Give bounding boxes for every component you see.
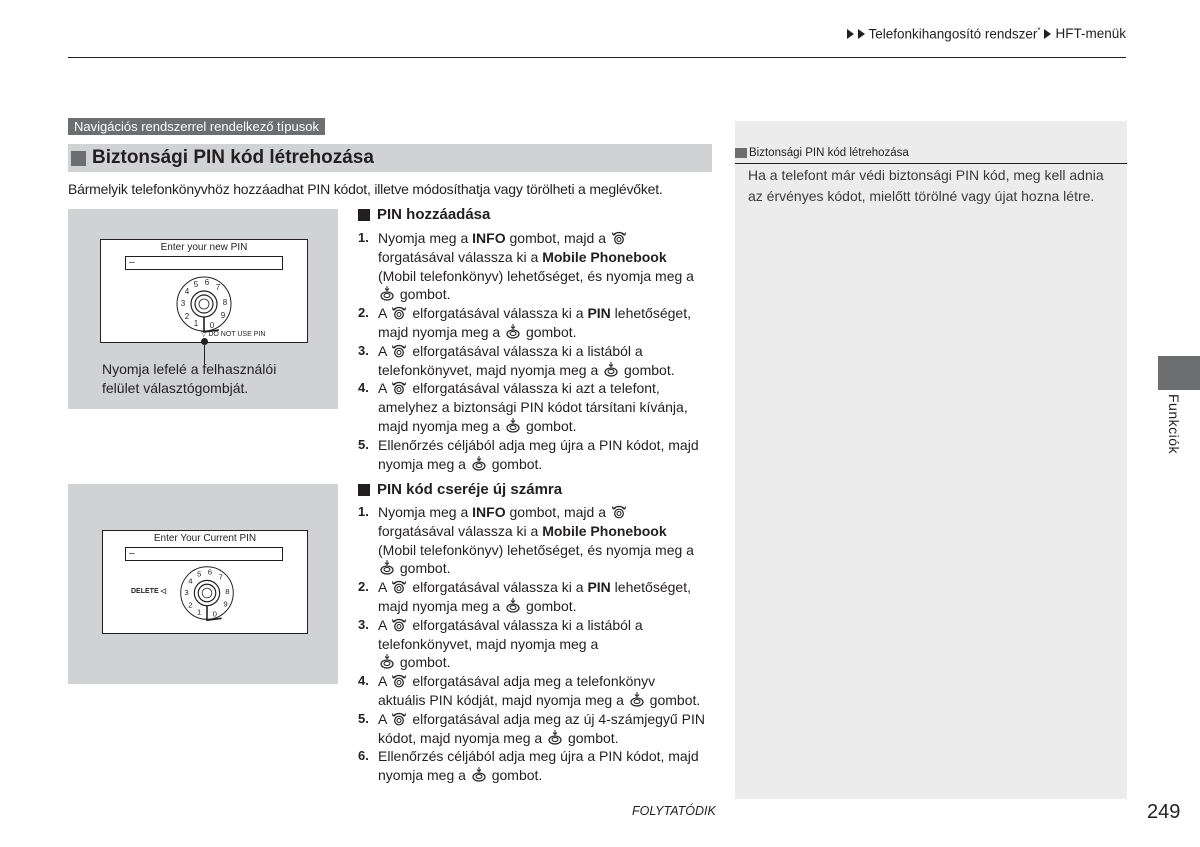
dial-digit: 2 bbox=[188, 600, 193, 610]
square-bullet-icon bbox=[71, 151, 86, 166]
pin-field: – bbox=[125, 256, 283, 270]
press-knob-icon bbox=[546, 730, 564, 745]
rotate-knob-icon bbox=[390, 380, 408, 395]
pin-field: – bbox=[125, 547, 283, 561]
page-number: 249 bbox=[1147, 801, 1181, 823]
rotary-dial-icon bbox=[167, 274, 241, 336]
dial-digit: 0 bbox=[212, 609, 217, 619]
list-item: 4. A elforgatásával válassza ki azt a telefont, amelyhez a biztonsági PIN kódot társítani kívánja, majd nyomja meg a gombot. bbox=[358, 380, 688, 434]
reference-mark-icon bbox=[735, 148, 747, 158]
press-knob-icon bbox=[602, 362, 620, 377]
press-knob-icon bbox=[504, 324, 522, 339]
continued-label: FOLYTATÓDIK bbox=[632, 804, 716, 818]
dial-digit: 1 bbox=[197, 607, 202, 617]
breadcrumb-item: HFT-menük bbox=[1055, 26, 1126, 42]
illustration-new-pin bbox=[68, 209, 338, 409]
chapter-tab bbox=[1158, 356, 1200, 390]
illustration-current-pin bbox=[68, 484, 338, 684]
list-item: 1. Nyomja meg a INFO gombot, majd a forgatásával válassza ki a Mobile Phonebook (Mobil telefonkönyv) lehetőséget, és nyomja meg a gombot. bbox=[358, 504, 694, 577]
side-note-panel bbox=[735, 121, 1127, 799]
dial-digit: 5 bbox=[197, 569, 202, 579]
list-item: 6. Ellenőrzés céljából adja meg újra a PIN kódot, majd nyomja meg a gombot. bbox=[358, 748, 699, 784]
press-knob-icon bbox=[378, 560, 396, 575]
press-knob-icon bbox=[628, 692, 646, 707]
dial-digit: 9 bbox=[223, 599, 228, 609]
triangle-arrow-icon bbox=[1044, 29, 1051, 39]
dial-digit: 5 bbox=[193, 280, 199, 289]
callout-text: Nyomja lefelé a felhasználói felület választógombját. bbox=[102, 361, 277, 396]
rotate-knob-icon bbox=[390, 305, 408, 320]
rotate-knob-icon bbox=[390, 617, 408, 632]
dial-digit: 3 bbox=[180, 299, 186, 308]
chapter-tab-label: Funkciók bbox=[1166, 394, 1182, 455]
dial-digit: 0 bbox=[209, 321, 215, 330]
press-knob-icon bbox=[504, 598, 522, 613]
delete-label: DELETE ◁ bbox=[131, 588, 166, 595]
display-screen bbox=[100, 239, 308, 343]
square-bullet-icon bbox=[358, 209, 370, 221]
dial-digit: 2 bbox=[184, 312, 190, 321]
press-knob-icon bbox=[378, 654, 396, 669]
rotate-knob-icon bbox=[390, 343, 408, 358]
section-heading: PIN hozzáadása bbox=[358, 206, 490, 223]
press-knob-icon bbox=[378, 286, 396, 301]
triangle-arrow-icon bbox=[858, 29, 865, 39]
list-item: 5. Ellenőrzés céljából adja meg újra a PIN kódot, majd nyomja meg a gombot. bbox=[358, 436, 699, 472]
press-knob-icon bbox=[504, 418, 522, 433]
list-item: 3. A elforgatásával válassza ki a listából a telefonkönyvet, majd nyomja meg a gombot. bbox=[358, 616, 643, 671]
rotate-knob-icon bbox=[390, 673, 408, 688]
breadcrumb bbox=[847, 26, 1127, 42]
screen-title: Enter your new PIN bbox=[160, 242, 248, 253]
step-list bbox=[358, 503, 718, 785]
screen-title: Enter Your Current PIN bbox=[153, 533, 257, 544]
section-heading: PIN kód cseréje új számra bbox=[358, 481, 562, 498]
intro-text: Bármelyik telefonkönyvhöz hozzáadhat PIN kódot, illetve módosíthatja vagy törölheti a meglévőket. bbox=[68, 181, 663, 197]
screen-note: ▽ DO NOT USE PIN bbox=[201, 331, 266, 338]
list-item: 5. A elforgatásával adja meg az új 4-számjegyű PIN kódot, majd nyomja meg a gombot. bbox=[358, 710, 705, 746]
side-note-text: Ha a telefont már védi biztonsági PIN kód, meg kell adnia az érvényes kódot, mielőtt törölné vagy újat hozna létre. bbox=[748, 167, 1104, 204]
dial-digit: 6 bbox=[204, 278, 210, 287]
dial-digit: 8 bbox=[225, 587, 230, 596]
rotate-knob-icon bbox=[390, 711, 408, 726]
dial-digit: 3 bbox=[184, 587, 189, 597]
rotate-knob-icon bbox=[390, 579, 408, 594]
list-item: 2. A elforgatásával válassza ki a PIN lehetőséget, majd nyomja meg a gombot. bbox=[358, 579, 691, 614]
rotate-knob-icon bbox=[610, 504, 628, 519]
dial-digit: 4 bbox=[188, 576, 193, 586]
square-bullet-icon bbox=[358, 484, 370, 496]
dial-digit: 6 bbox=[207, 567, 213, 577]
dial-digit: 4 bbox=[184, 287, 190, 296]
press-knob-icon bbox=[470, 767, 488, 782]
list-item: 2. A elforgatásával válassza ki a PIN lehetőséget, majd nyomja meg a gombot. bbox=[358, 305, 691, 340]
rotary-dial-icon bbox=[171, 563, 243, 625]
list-item: 3. A elforgatásával válassza ki a listából a telefonkönyvet, majd nyomja meg a gombot. bbox=[358, 342, 675, 378]
page-title: Biztonsági PIN kód létrehozása bbox=[92, 147, 374, 168]
dial-digit: 8 bbox=[222, 298, 228, 307]
display-screen bbox=[102, 530, 308, 634]
model-tag: Navigációs rendszerrel rendelkező típusok bbox=[68, 118, 325, 135]
list-item: 4. A elforgatásával adja meg a telefonkönyv aktuális PIN kódját, majd nyomja meg a gombot. bbox=[358, 673, 701, 708]
rotate-knob-icon bbox=[610, 230, 628, 245]
section-title-bar bbox=[68, 144, 712, 172]
header-divider bbox=[68, 57, 1126, 58]
press-knob-icon bbox=[470, 456, 488, 471]
dial-digit: 7 bbox=[218, 572, 223, 582]
dial-digit: 1 bbox=[193, 319, 199, 328]
step-list bbox=[358, 229, 718, 473]
dial-digit: 7 bbox=[215, 283, 221, 292]
list-item: 1. Nyomja meg a INFO gombot, majd a forgatásával válassza ki a Mobile Phonebook (Mobil telefonkönyv) lehetőséget, és nyomja meg a gombot. bbox=[358, 230, 694, 303]
triangle-arrow-icon bbox=[847, 29, 854, 39]
side-note-heading: Biztonsági PIN kód létrehozása bbox=[735, 143, 1127, 164]
dial-digit: 9 bbox=[220, 311, 226, 320]
breadcrumb-item: Telefonkihangosító rendszer* bbox=[868, 26, 1041, 42]
